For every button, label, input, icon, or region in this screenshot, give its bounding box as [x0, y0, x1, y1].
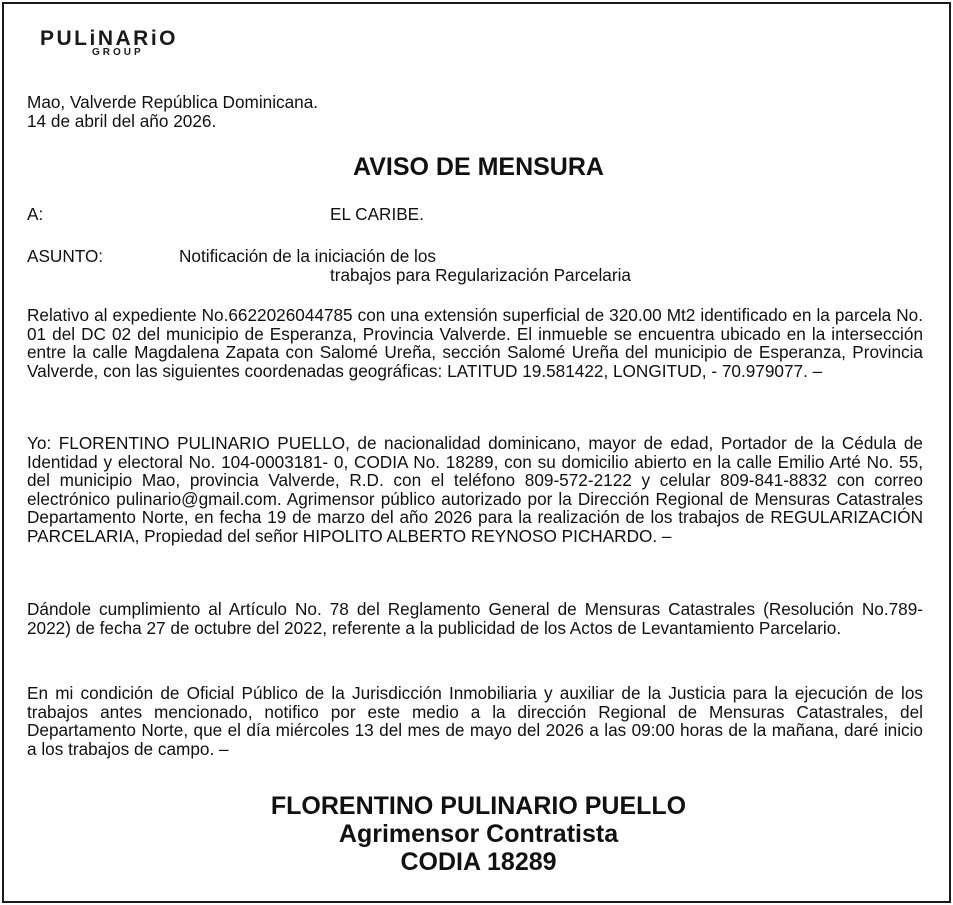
- signature-name: FLORENTINO PULINARIO PUELLO: [270, 792, 687, 820]
- logo-name: PULiNARiO: [40, 27, 178, 50]
- paragraph-regulation: Dándole cumplimiento al Artículo No. 78 del Reglamento General de Mensuras Catastrales (Resolución No.789-2022) de fecha 27 de octubre del 2022, referente a la publicidad de los Actos de Levantamiento Parcelario.: [27, 599, 923, 638]
- subject-line-2: trabajos para Regularización Parcelaria: [330, 265, 631, 285]
- paragraph-notification: En mi condición de Oficial Público de la Jurisdicción Inmobiliaria y auxiliar de la Justicia para la ejecución de los trabajos antes mencionado, notifico por este medio a la dirección Regional de Mensuras Catastrales, del Departamento Norte, que el día miércoles 13 del mes de mayo del 2026 a las 09:00 horas de la mañana, daré inicio a los trabajos de campo. –: [27, 683, 923, 759]
- signature-codia: CODIA 18289: [400, 848, 557, 876]
- to-label: A:: [27, 204, 44, 224]
- logo-subtitle: GROUP: [92, 47, 144, 58]
- notice-title: AVISO DE MENSURA: [353, 153, 604, 181]
- paragraph-expediente: Relativo al expediente No.6622026044785 con una extensión superficial de 320.00 Mt2 identificado en la parcela No. 01 del DC 02 del municipio de Esperanza, Provincia Valverde. El inmueble se encuentra ubicado en la intersección entre la calle Magdalena Zapata con Salomé Ureña, sección Salomé Ureña del municipio de Esperanza, Provincia Valverde, con las siguientes coordenadas geográficas: LATITUD 19.581422, LONGITUD, - 70.979077. –: [27, 305, 923, 381]
- company-logo: [40, 29, 235, 59]
- paragraph-surveyor: Yo: FLORENTINO PULINARIO PUELLO, de nacionalidad dominicano, mayor de edad, Portador de la Cédula de Identidad y electoral No. 104-0003181- 0, CODIA No. 18289, con su domicilio abierto en la calle Emilio Arté No. 55, del municipio Mao, provincia Valverde, R.D. con el teléfono 809-572-2122 y celular 809-841-8832 con correo electrónico pulinario@gmail.com. Agrimensor público autorizado por la Dirección Regional de Mensuras Catastrales Departamento Norte, en fecha 19 de marzo del año 2026 para la realización de los trabajos de REGULARIZACIÓN PARCELARIA, Propiedad del señor HIPOLITO ALBERTO REYNOSO PICHARDO. –: [27, 433, 923, 546]
- signature-block: [4, 792, 951, 876]
- date-line: 14 de abril del año 2026.: [27, 110, 217, 131]
- signature-role: Agrimensor Contratista: [338, 820, 619, 848]
- notice-frame: [2, 2, 951, 903]
- subject-label: ASUNTO:: [27, 246, 104, 266]
- place-date-block: [27, 93, 923, 130]
- place-line: Mao, Valverde República Dominicana.: [27, 92, 319, 112]
- to-value: EL CARIBE.: [330, 204, 424, 224]
- subject-line-1: Notificación de la iniciación de los: [179, 246, 436, 266]
